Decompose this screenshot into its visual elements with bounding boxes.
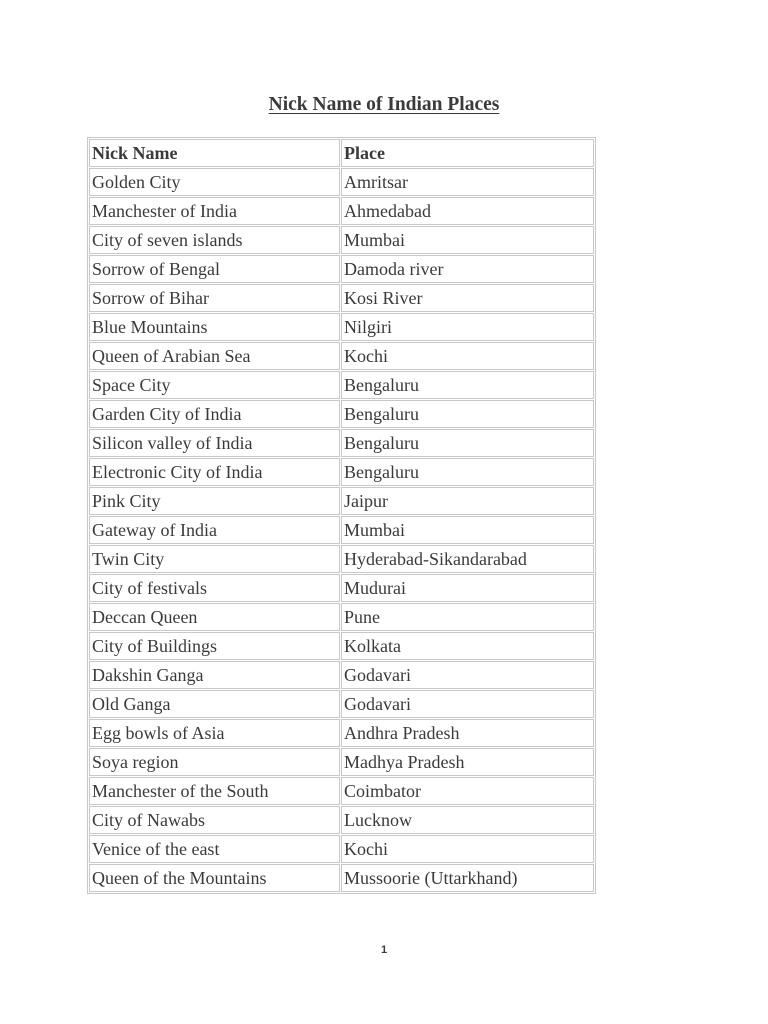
place-cell: Godavari: [341, 690, 594, 718]
page-number: 1: [380, 944, 388, 956]
place-cell: Bengaluru: [341, 429, 594, 457]
table-row: [89, 835, 594, 863]
nick-name-cell: Space City: [89, 371, 340, 399]
table-row: [89, 487, 594, 515]
table-row: [89, 690, 594, 718]
table-row: [89, 429, 594, 457]
table-row: [89, 255, 594, 283]
nick-name-cell: Twin City: [89, 545, 340, 573]
table-row: [89, 226, 594, 254]
nick-name-cell: Egg bowls of Asia: [89, 719, 340, 747]
nick-name-cell: Silicon valley of India: [89, 429, 340, 457]
table-row: [89, 371, 594, 399]
table-row: [89, 574, 594, 602]
nick-name-cell: City of seven islands: [89, 226, 340, 254]
place-cell: Kolkata: [341, 632, 594, 660]
nick-name-cell: Venice of the east: [89, 835, 340, 863]
nick-name-cell: Old Ganga: [89, 690, 340, 718]
place-cell: Mudurai: [341, 574, 594, 602]
column-header-place: Place: [341, 139, 594, 167]
table-row: [89, 777, 594, 805]
place-cell: Bengaluru: [341, 371, 594, 399]
nick-name-cell: Garden City of India: [89, 400, 340, 428]
place-cell: Madhya Pradesh: [341, 748, 594, 776]
place-cell: Kochi: [341, 342, 594, 370]
nickname-table: [87, 137, 596, 894]
nick-name-cell: Manchester of India: [89, 197, 340, 225]
place-cell: Jaipur: [341, 487, 594, 515]
table-row: [89, 864, 594, 892]
nick-name-cell: Blue Mountains: [89, 313, 340, 341]
column-header-nick-name: Nick Name: [89, 139, 340, 167]
table-body: [89, 168, 594, 892]
table-row: [89, 603, 594, 631]
place-cell: Amritsar: [341, 168, 594, 196]
place-cell: Mumbai: [341, 516, 594, 544]
table-row: [89, 197, 594, 225]
nick-name-cell: Soya region: [89, 748, 340, 776]
place-cell: Ahmedabad: [341, 197, 594, 225]
nick-name-cell: Dakshin Ganga: [89, 661, 340, 689]
place-cell: Coimbator: [341, 777, 594, 805]
nick-name-cell: Deccan Queen: [89, 603, 340, 631]
table-row: [89, 313, 594, 341]
place-cell: Andhra Pradesh: [341, 719, 594, 747]
page-title: Nick Name of Indian Places: [268, 94, 500, 115]
table-row: [89, 516, 594, 544]
place-cell: Bengaluru: [341, 400, 594, 428]
place-cell: Hyderabad-Sikandarabad: [341, 545, 594, 573]
place-cell: Bengaluru: [341, 458, 594, 486]
table-row: [89, 458, 594, 486]
table-row: [89, 284, 594, 312]
place-cell: Lucknow: [341, 806, 594, 834]
table-row: [89, 400, 594, 428]
nick-name-cell: City of Buildings: [89, 632, 340, 660]
nick-name-cell: Pink City: [89, 487, 340, 515]
nick-name-cell: City of festivals: [89, 574, 340, 602]
nick-name-cell: City of Nawabs: [89, 806, 340, 834]
table-row: [89, 806, 594, 834]
nick-name-cell: Gateway of India: [89, 516, 340, 544]
nick-name-cell: Sorrow of Bengal: [89, 255, 340, 283]
table-row: [89, 719, 594, 747]
nick-name-cell: Manchester of the South: [89, 777, 340, 805]
place-cell: Damoda river: [341, 255, 594, 283]
table-row: [89, 342, 594, 370]
place-cell: Mumbai: [341, 226, 594, 254]
table-row: [89, 661, 594, 689]
nick-name-cell: Golden City: [89, 168, 340, 196]
nick-name-cell: Sorrow of Bihar: [89, 284, 340, 312]
table-row: [89, 545, 594, 573]
nick-name-cell: Electronic City of India: [89, 458, 340, 486]
place-cell: Kochi: [341, 835, 594, 863]
place-cell: Mussoorie (Uttarkhand): [341, 864, 594, 892]
place-cell: Nilgiri: [341, 313, 594, 341]
table-row: [89, 748, 594, 776]
nick-name-cell: Queen of Arabian Sea: [89, 342, 340, 370]
table-row: [89, 168, 594, 196]
table-header-row: [89, 139, 594, 167]
place-cell: Godavari: [341, 661, 594, 689]
place-cell: Kosi River: [341, 284, 594, 312]
table-row: [89, 632, 594, 660]
place-cell: Pune: [341, 603, 594, 631]
nick-name-cell: Queen of the Mountains: [89, 864, 340, 892]
